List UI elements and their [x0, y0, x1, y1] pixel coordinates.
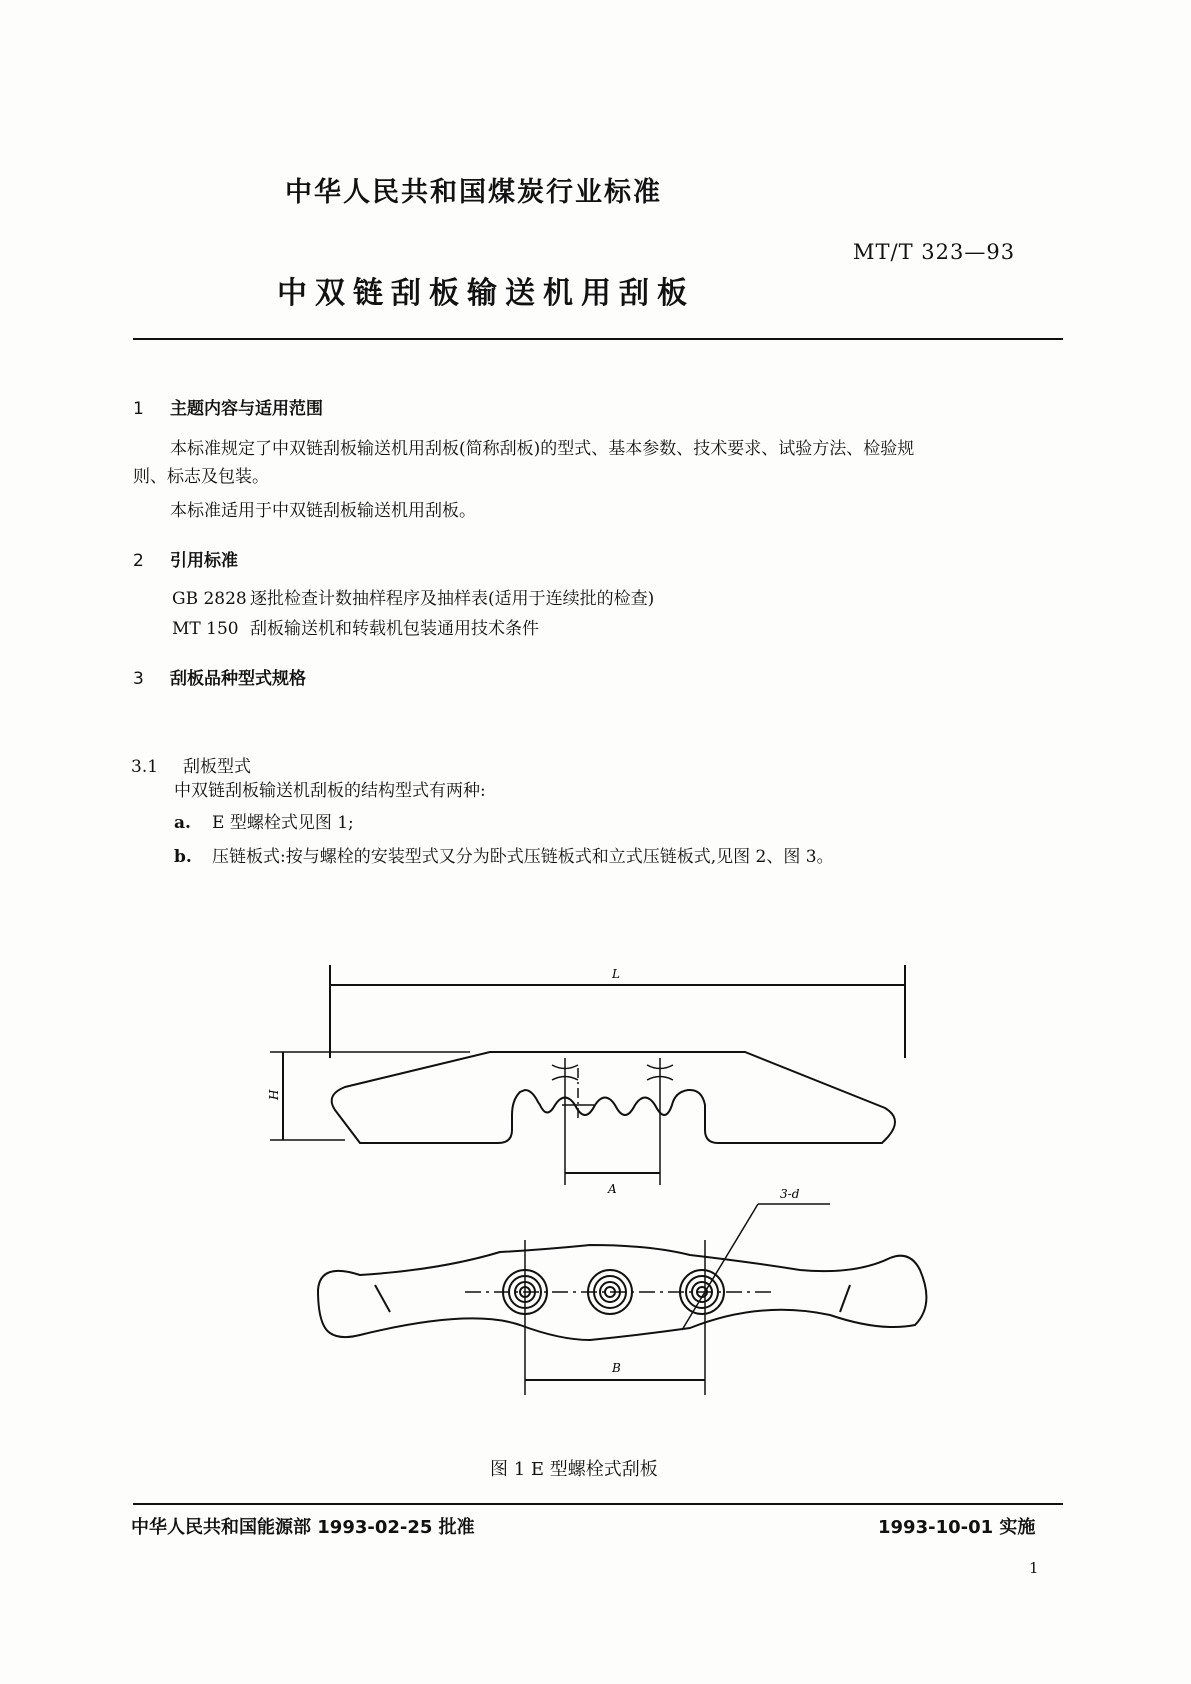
bolt-symbol-right — [647, 1058, 673, 1098]
section-1-title: 主题内容与适用范围 — [170, 399, 323, 419]
standard-code: MT/T 323—93 — [853, 240, 1016, 264]
figure-caption: 图 1 E 型螺栓式刮板 — [490, 1459, 658, 1480]
list-item — [174, 806, 354, 840]
section-3-title: 刮板品种型式规格 — [170, 669, 306, 689]
section-1-para-1-line-2: 则、标志及包装。 — [133, 467, 269, 487]
plan-view-mark — [375, 1285, 390, 1312]
effective-date: 1993-10-01 实施 — [878, 1517, 1036, 1538]
plan-view-mark — [840, 1285, 850, 1312]
subsection-3-1-title: 刮板型式 — [183, 757, 251, 777]
section-2-heading — [133, 546, 238, 571]
dim-label-H: H — [267, 1089, 281, 1100]
dim-label-A: A — [608, 1182, 617, 1196]
org-title: 中华人民共和国煤炭行业标准 — [285, 177, 662, 208]
side-view-outline — [332, 1052, 895, 1143]
reference-title: 刮板输送机和转载机包装通用技术条件 — [250, 619, 539, 639]
bolt-symbol-left — [552, 1058, 578, 1098]
header-rule — [133, 338, 1063, 340]
list-item-text: E 型螺栓式见图 1; — [212, 813, 354, 833]
subsection-3-1-intro: 中双链刮板输送机刮板的结构型式有两种: — [174, 781, 486, 801]
subsection-3-1-number: 3.1 — [131, 757, 159, 777]
list-item-label: a. — [174, 813, 191, 833]
approval-line: 中华人民共和国能源部 1993-02-25 批准 — [131, 1517, 475, 1538]
footer-rule — [133, 1503, 1063, 1505]
list-item — [174, 840, 834, 874]
dim-label-3d: 3-d — [780, 1187, 800, 1201]
reference-item — [172, 612, 539, 646]
section-1-para-2: 本标准适用于中双链刮板输送机用刮板。 — [170, 501, 476, 521]
reference-code: MT 150 — [172, 619, 239, 639]
page-number: 1 — [1029, 1559, 1039, 1577]
section-1-para-1-line-1: 本标准规定了中双链刮板输送机用刮板(简称刮板)的型式、基本参数、技术要求、试验方法、检验规 — [170, 439, 915, 459]
section-1-heading — [133, 394, 323, 419]
list-item-text: 压链板式:按与螺栓的安装型式又分为卧式压链板式和立式压链板式,见图 2、图 3。 — [212, 847, 834, 867]
dim-label-L: L — [612, 967, 620, 981]
section-2-number: 2 — [133, 551, 144, 571]
figure-1-drawing — [0, 940, 1191, 1440]
reference-item — [172, 582, 654, 616]
list-item-label: b. — [174, 847, 192, 867]
section-2-title: 引用标准 — [170, 551, 238, 571]
dim-label-B: B — [612, 1361, 621, 1375]
document-title: 中双链刮板输送机用刮板 — [277, 276, 695, 311]
reference-title: 逐批检查计数抽样程序及抽样表(适用于连续批的检查) — [250, 589, 655, 609]
section-3-number: 3 — [133, 669, 144, 689]
leader-line-3d — [682, 1204, 758, 1330]
reference-code: GB 2828 — [172, 589, 247, 609]
section-3-heading — [133, 664, 306, 689]
section-1-number: 1 — [133, 399, 144, 419]
